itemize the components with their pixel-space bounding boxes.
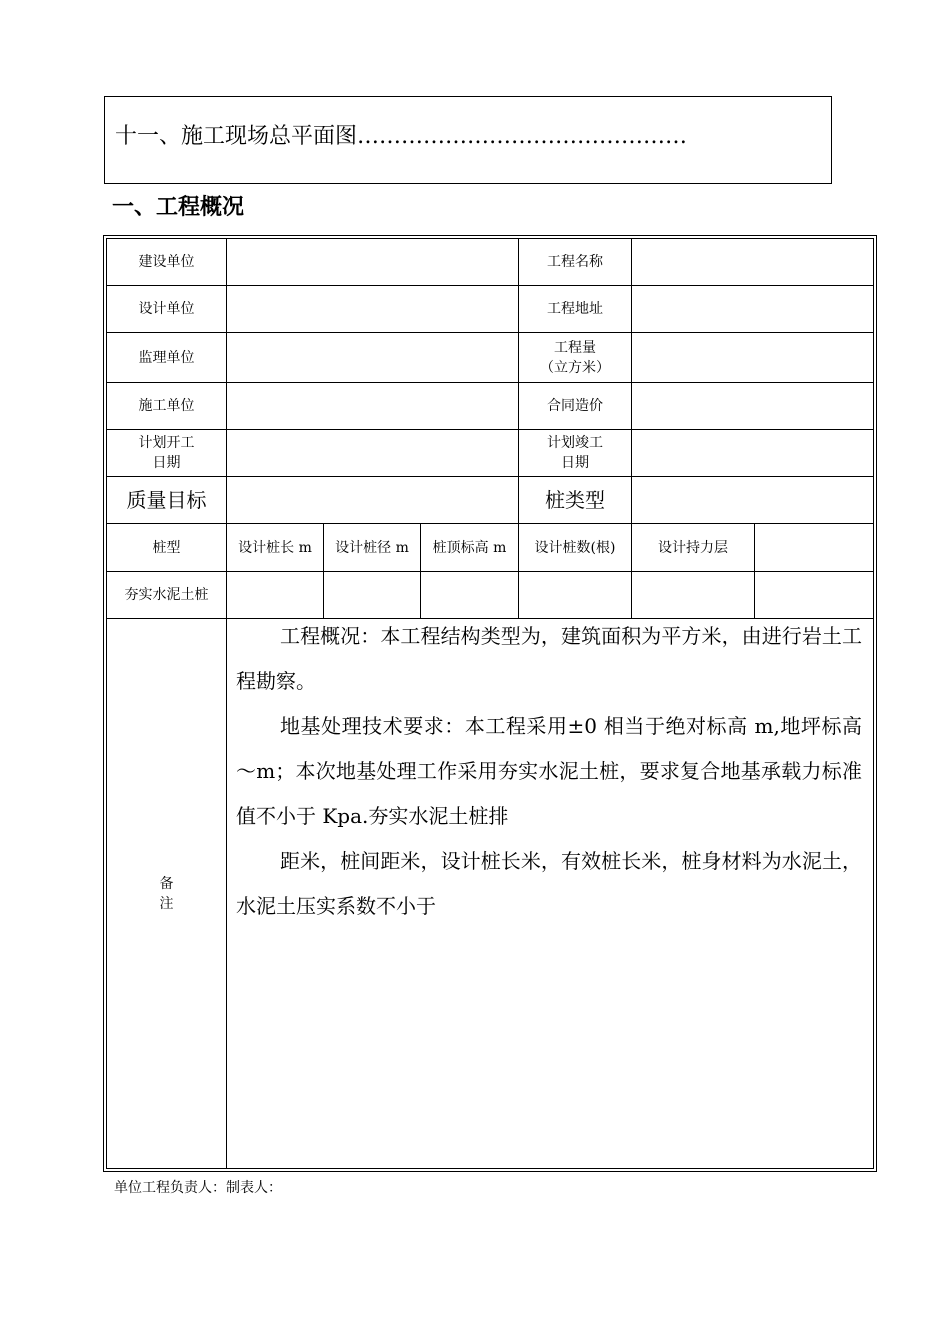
- remark-paragraph-spacing: 距米，桩间距米，设计桩长米，有效桩长米，桩身材料为水泥土，水泥土压实系数不小于: [236, 849, 862, 918]
- pile-row-count: [518, 571, 632, 619]
- pile-header-extra: [754, 523, 874, 572]
- remark-label-line2: 注: [159, 895, 174, 912]
- label-quantity-line1: 工程量: [554, 339, 596, 356]
- section-title: 一、工程概况: [112, 195, 245, 220]
- label-planned-completion-line1: 计划竣工: [547, 435, 603, 451]
- pile-row-top-elevation: [420, 571, 519, 619]
- label-project-address: 工程地址: [518, 285, 632, 333]
- label-planned-start-line2: 日期: [152, 455, 181, 471]
- value-supervision-unit: [226, 332, 519, 383]
- value-contract-price: [631, 382, 874, 430]
- label-planned-start-line1: 计划开工: [138, 435, 195, 451]
- pile-row-length: [226, 571, 324, 619]
- label-planned-start: [106, 429, 227, 477]
- label-quantity: [518, 332, 632, 383]
- pile-header-type: 桩型: [106, 523, 227, 572]
- label-supervision-unit: 监理单位: [106, 332, 227, 383]
- pile-row-type: 夯实水泥土桩: [106, 571, 227, 619]
- toc-box: [104, 96, 832, 184]
- label-planned-completion: [518, 429, 632, 477]
- pile-row-extra: [754, 571, 874, 619]
- value-contractor-unit: [226, 382, 519, 430]
- pile-row-bearing-layer: [631, 571, 755, 619]
- remark-label-line1: 备: [159, 875, 174, 892]
- pile-header-length: 设计桩长 m: [226, 523, 324, 572]
- value-project-address: [631, 285, 874, 333]
- label-quality-target: 质量目标: [106, 476, 227, 524]
- remark-label: [106, 618, 227, 1169]
- value-construction-unit: [226, 238, 519, 286]
- value-quality-target: [226, 476, 519, 524]
- label-project-name: 工程名称: [518, 238, 632, 286]
- footer-signatures: 单位工程负责人：制表人：: [114, 1180, 282, 1196]
- label-planned-completion-line2: 日期: [561, 455, 589, 471]
- pile-header-bearing-layer: 设计持力层: [631, 523, 755, 572]
- value-pile-type: [631, 476, 874, 524]
- pile-header-count: 设计桩数(根): [518, 523, 632, 572]
- pile-header-diameter: 设计桩径 m: [323, 523, 421, 572]
- value-design-unit: [226, 285, 519, 333]
- label-contractor-unit: 施工单位: [106, 382, 227, 430]
- remark-paragraph-requirements: 地基处理技术要求：本工程采用±0 相当于绝对标高 m,地坪标高～m；本次地基处理工作采用夯实水泥土桩，要求复合地基承载力标准值不小于 Kpa.夯实水泥土桩排: [236, 714, 862, 828]
- pile-row-diameter: [323, 571, 421, 619]
- label-quantity-line2: （立方米）: [540, 359, 610, 376]
- value-quantity: [631, 332, 874, 383]
- value-project-name: [631, 238, 874, 286]
- label-pile-type: 桩类型: [518, 476, 632, 524]
- label-design-unit: 设计单位: [106, 285, 227, 333]
- remark-content: [236, 614, 862, 929]
- label-contract-price: 合同造价: [518, 382, 632, 430]
- pile-header-top-elevation: 桩顶标高 m: [420, 523, 519, 572]
- value-planned-completion: [631, 429, 874, 477]
- label-construction-unit: 建设单位: [106, 238, 227, 286]
- remark-paragraph-overview: 工程概况：本工程结构类型为，建筑面积为平方米，由进行岩土工程勘察。: [236, 624, 862, 693]
- value-planned-start: [226, 429, 519, 477]
- toc-entry: 十一、施工现场总平面图………………………………………: [115, 124, 688, 149]
